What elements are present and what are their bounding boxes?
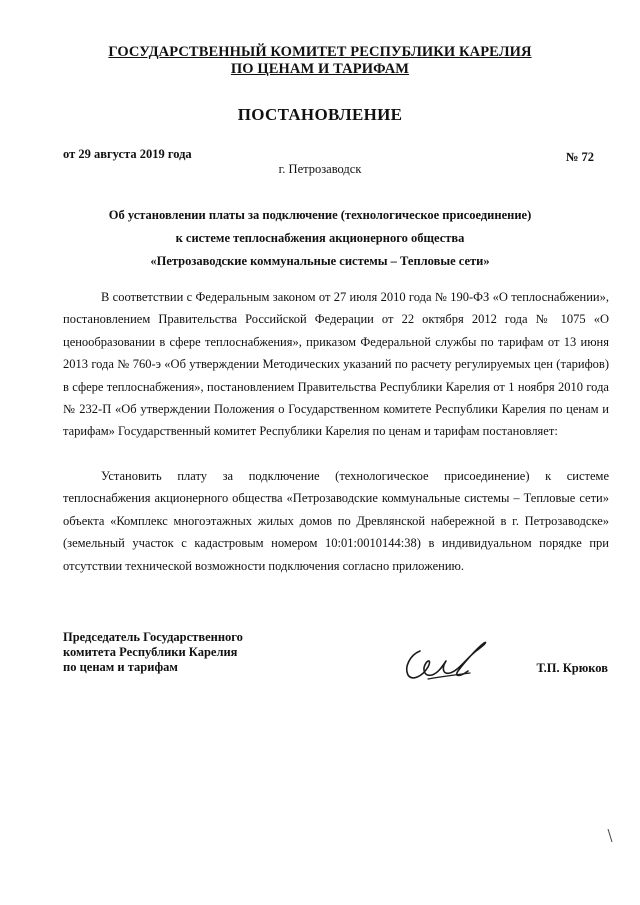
signatory-name: Т.П. Крюков [536, 661, 608, 675]
signatory-title-line1: Председатель Государственного [63, 630, 243, 644]
handwritten-signature [398, 633, 498, 683]
document-type-title: ПОСТАНОВЛЕНИЕ [237, 105, 403, 124]
document-number: № 72 [565, 150, 594, 164]
signatory-title-line2: комитета Республики Карелия [63, 645, 238, 659]
organization-name-line2: ПО ЦЕНАМ И ТАРИФАМ [230, 61, 410, 77]
preamble-paragraph: В соответствии с Федеральным законом от 27 июля 2010 года № 190-ФЗ «О теплоснабжении», постановлением Правительства Российской Федерации от 22 октября 2012 года № 1075 «О ценообразовании в сфере теплоснабжения», приказом Федеральной службы по тарифам от 13 июня 2013 года № 760-э «Об утверждении Методических указаний по расчету регулируемых цен (тарифов) в сфере теплоснабжения», постановлением Правительства Республики Карелия от 1 ноября 2010 года № 232-П «Об утверждении Положения о Государственном комитете Республики Карелия по ценам и тарифам» Государственный комитет Республики Карелия по ценам и тарифам постановляет: [63, 290, 609, 439]
document-date: от 29 августа 2019 года [63, 147, 192, 161]
subject-line-1: Об установлении платы за подключение (технологическое присоединение) [108, 208, 532, 222]
scan-mark [606, 828, 614, 844]
signatory-title-line3: по ценам и тарифам [63, 660, 178, 674]
subject-line-3: «Петрозаводские коммунальные системы – Тепловые сети» [150, 254, 490, 268]
document-city: г. Петрозаводск [278, 162, 362, 176]
signatory-title [63, 630, 243, 675]
subject-line-2: к системе теплоснабжения акционерного общества [175, 231, 465, 245]
resolution-paragraph: Установить плату за подключение (технологическое присоединение) к системе теплоснабжения акционерного общества «Петрозаводские коммунальные системы – Тепловые сети» объекта «Комплекс многоэтажных жилых домов по Древлянской набережной в г. Петрозаводске» (земельный участок с кадастровым номером 10:01:0010144:38) в индивидуальном порядке при отсутствии технической возможности подключения согласно приложению. [63, 469, 609, 573]
organization-name-line1: ГОСУДАРСТВЕННЫЙ КОМИТЕТ РЕСПУБЛИКИ КАРЕЛИЯ [108, 44, 532, 60]
